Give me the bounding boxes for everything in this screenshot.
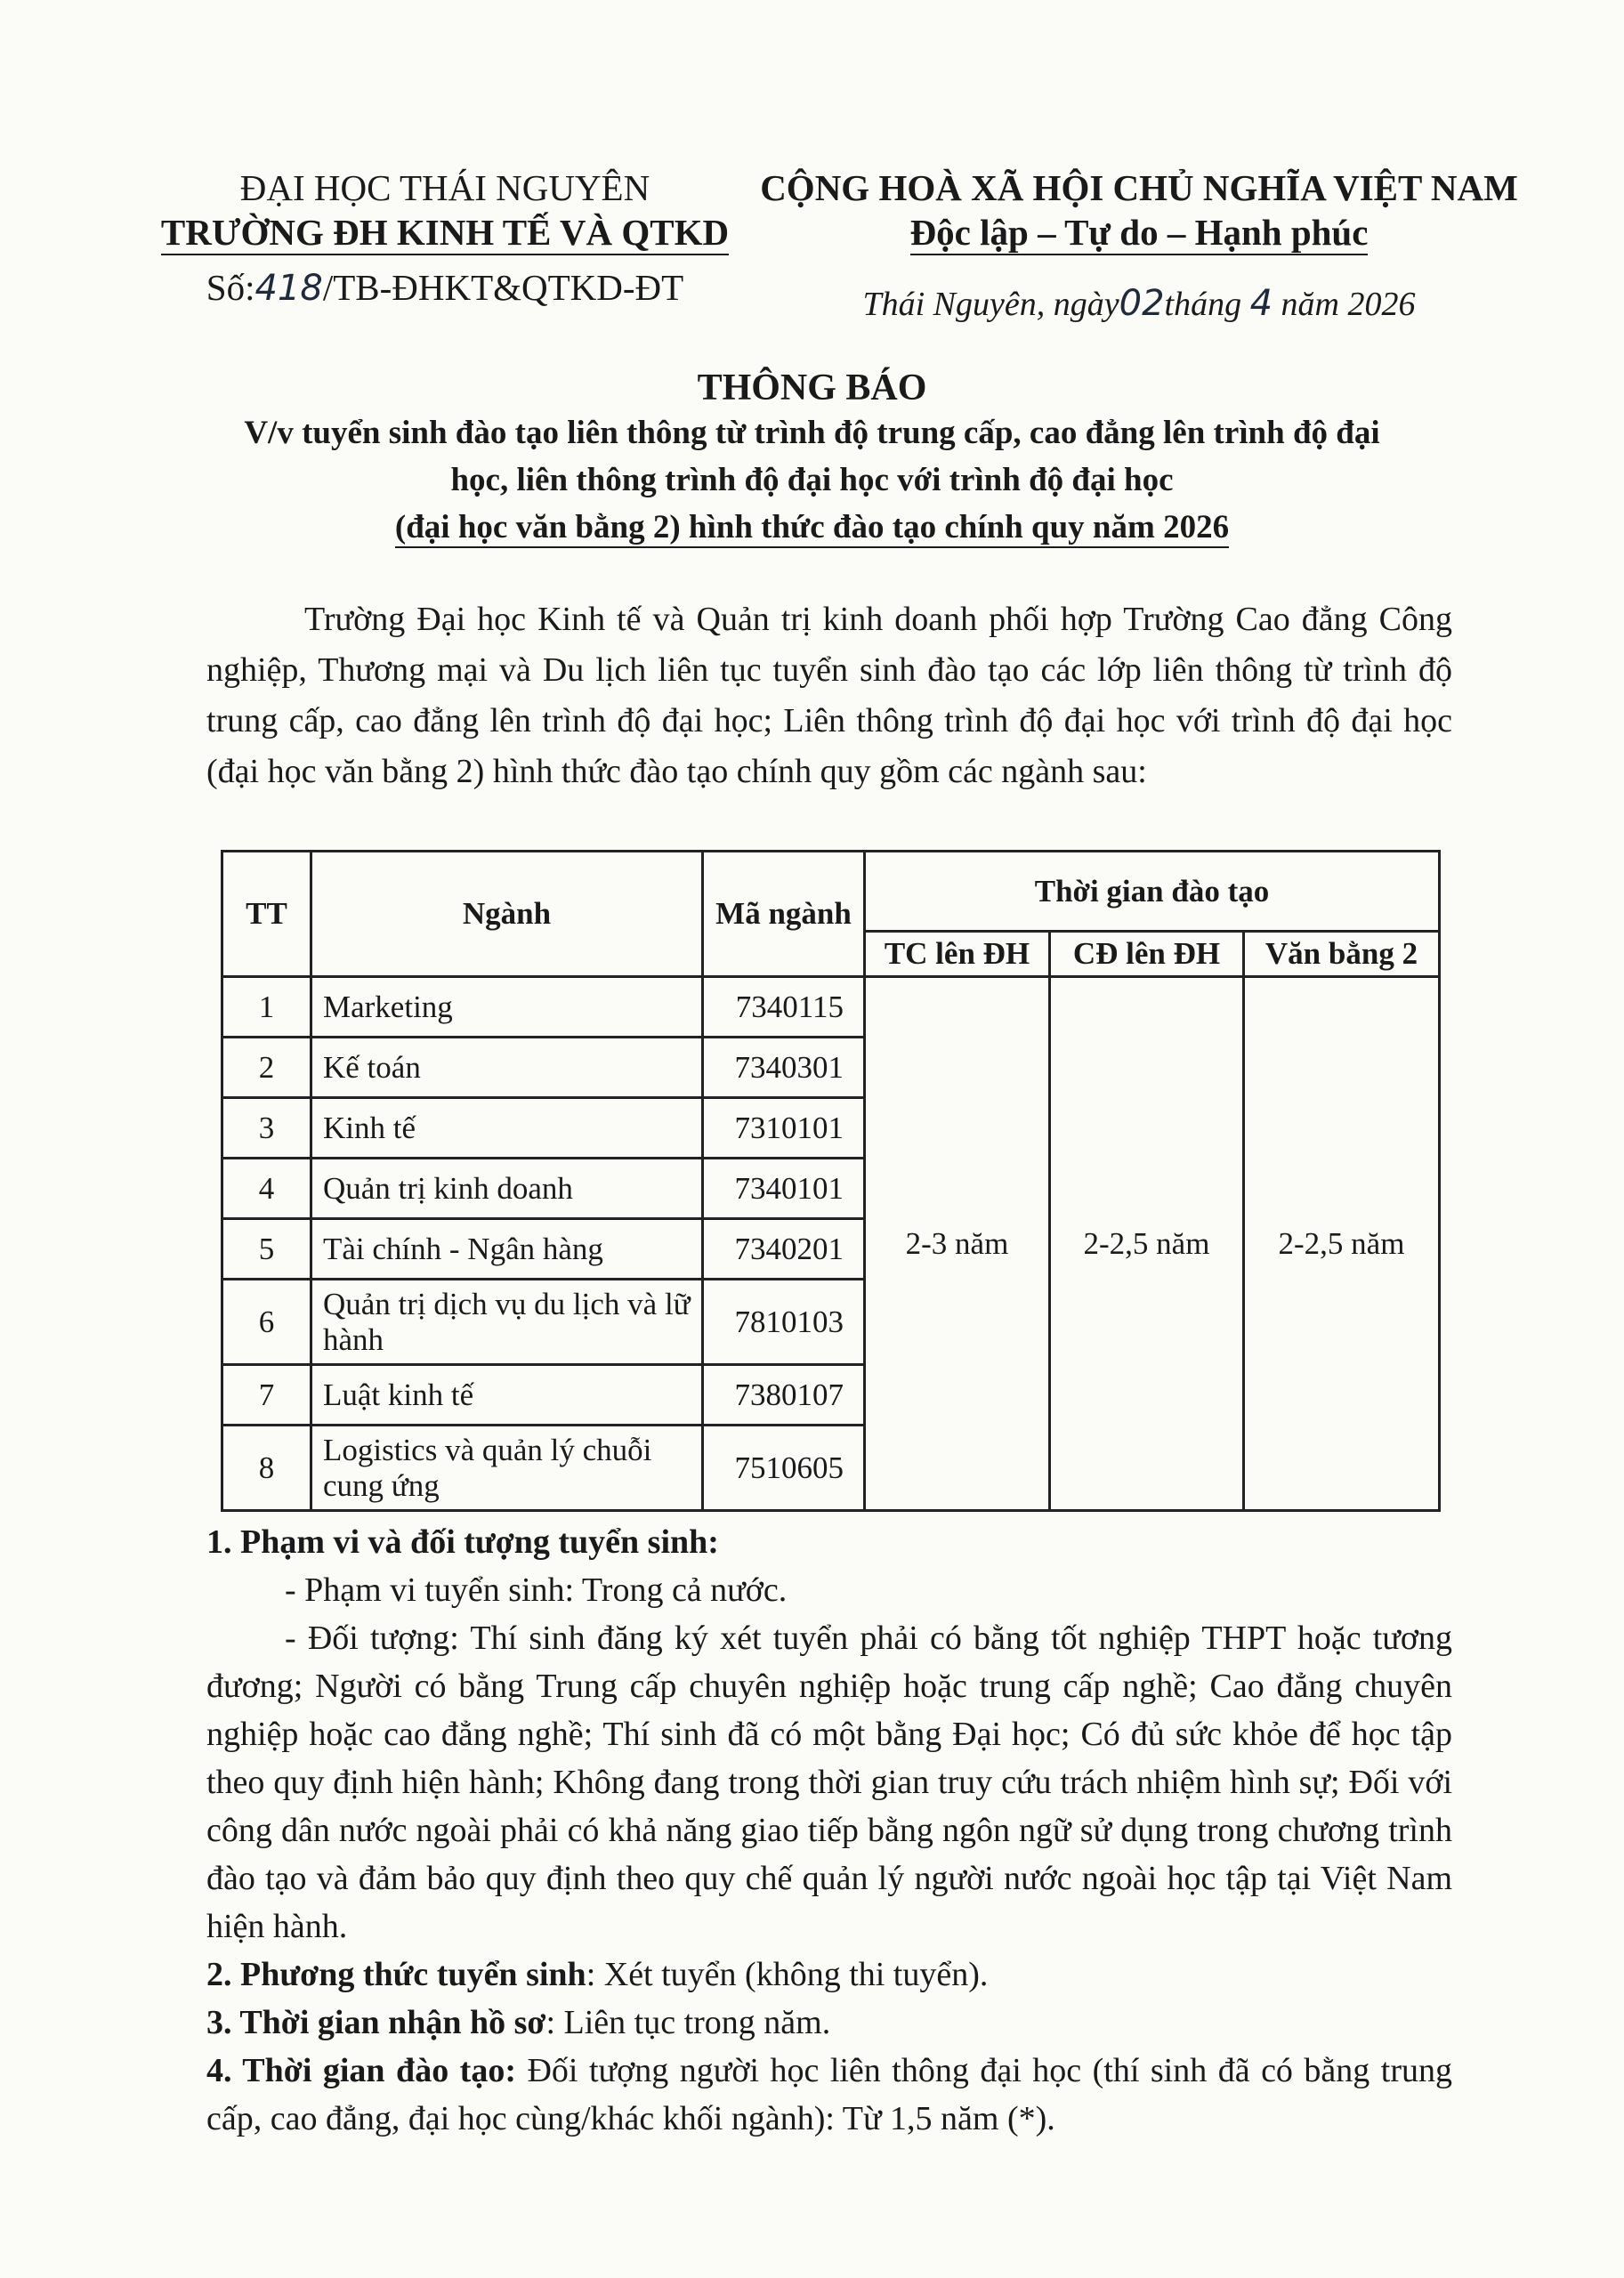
duration-vb2: 2-2,5 năm <box>1244 977 1440 1511</box>
handwritten-day: 02 <box>1119 283 1165 324</box>
header-vb2: Văn bằng 2 <box>1244 932 1440 977</box>
section-1-title: 1. Phạm vi và đối tượng tuyển sinh: <box>206 1523 719 1561</box>
duration-cd: 2-2,5 năm <box>1050 977 1244 1511</box>
subtitle-line-1: V/v tuyển sinh đào tạo liên thông từ trình độ trung cấp, cao đẳng lên trình độ đại <box>244 415 1380 451</box>
header-right <box>739 166 1539 327</box>
header-code: Mã ngành <box>703 852 865 977</box>
section-1-target: - Đối tượng: Thí sinh đăng ký xét tuyển phải có bằng tốt nghiệp THPT hoặc tương đương; Người có bằng Trung cấp chuyên nghiệp hoặc trung cấp nghề; Cao đẳng chuyên nghiệp hoặc cao đẳng nghề; Thí sinh đã có một bằng Đại học; Có đủ sức khỏe để học tập theo quy định hiện hành; Không đang trong thời gian truy cứu trách nhiệm hình sự; Đối với công dân nước ngoài phải có khả năng giao tiếp bằng ngôn ngữ sử dụng trong chương trình đào tạo và đảm bảo quy định theo quy chế quản lý người nước ngoài học tập tại Việt Nam hiện hành. <box>206 1620 1452 1945</box>
majors-table <box>221 850 1441 1512</box>
table-row: 5 Tài chính - Ngân hàng 7340201 <box>222 1219 1440 1280</box>
subtitle-line-2: học, liên thông trình độ đại học với trình độ đại học <box>450 462 1174 498</box>
header-tt: TT <box>222 852 311 977</box>
header-tc: TC lên ĐH <box>865 932 1050 977</box>
org-name: TRƯỜNG ĐH KINH TẾ VÀ QTKD <box>151 210 739 254</box>
header-cd: CĐ lên ĐH <box>1050 932 1244 977</box>
place-date: Thái Nguyên, ngày02tháng 4 năm 2026 <box>862 283 1416 324</box>
header-left <box>151 166 739 311</box>
table-row: 7 Luật kinh tế 7380107 <box>222 1365 1440 1426</box>
section-4: 4. Thời gian đào tạo: Đối tượng người học liên thông đại học (thí sinh đã có bằng trung cấp, cao đẳng, đại học cùng/khác khối ngành): Từ 1,5 năm (*). <box>206 2052 1452 2137</box>
duration-tc: 2-3 năm <box>865 977 1050 1511</box>
org-parent: ĐẠI HỌC THÁI NGUYÊN <box>239 167 650 208</box>
subtitle-line-3: (đại học văn bằng 2) hình thức đào tạo chính quy năm 2026 <box>0 508 1624 546</box>
header-duration: Thời gian đào tạo <box>865 852 1440 932</box>
intro-paragraph: Trường Đại học Kinh tế và Quản trị kinh doanh phối hợp Trường Cao đẳng Công nghiệp, Thương mại và Du lịch liên tục tuyển sinh đào tạo các lớp liên thông từ trình độ trung cấp, cao đẳng lên trình độ đại học; Liên thông trình độ đại học với trình độ đại học (đại học văn bằng 2) hình thức đào tạo chính quy gồm các ngành sau: <box>206 601 1452 790</box>
section-2: 2. Phương thức tuyển sinh: Xét tuyển (không thi tuyển). <box>206 1956 989 1993</box>
table-row: 6 Quản trị dịch vụ du lịch và lữ hành 7810103 <box>222 1280 1440 1365</box>
handwritten-number: 418 <box>255 268 323 309</box>
motto: Độc lập – Tự do – Hạnh phúc <box>739 210 1539 254</box>
header-major: Ngành <box>311 852 703 977</box>
sections <box>206 1518 1452 2143</box>
table-row: 1 Marketing 7340115 2-3 năm 2-2,5 năm 2-2,5 năm <box>222 977 1440 1038</box>
section-1-scope: - Phạm vi tuyển sinh: Trong cả nước. <box>285 1571 788 1609</box>
table-row: 3 Kinh tế 7310101 <box>222 1098 1440 1159</box>
nation-name: CỘNG HOÀ XÃ HỘI CHỦ NGHĨA VIỆT NAM <box>760 167 1518 208</box>
handwritten-month: 4 <box>1249 283 1273 324</box>
document-number: Số:418/TB-ĐHKT&QTKD-ĐT <box>206 267 684 309</box>
table-row: 8 Logistics và quản lý chuỗi cung ứng 7510605 <box>222 1426 1440 1511</box>
section-3: 3. Thời gian nhận hồ sơ: Liên tục trong năm. <box>206 2004 831 2041</box>
table-row: 4 Quản trị kinh doanh 7340101 <box>222 1159 1440 1219</box>
table-row: 2 Kế toán 7340301 <box>222 1038 1440 1098</box>
document-title: THÔNG BÁO <box>697 368 927 408</box>
